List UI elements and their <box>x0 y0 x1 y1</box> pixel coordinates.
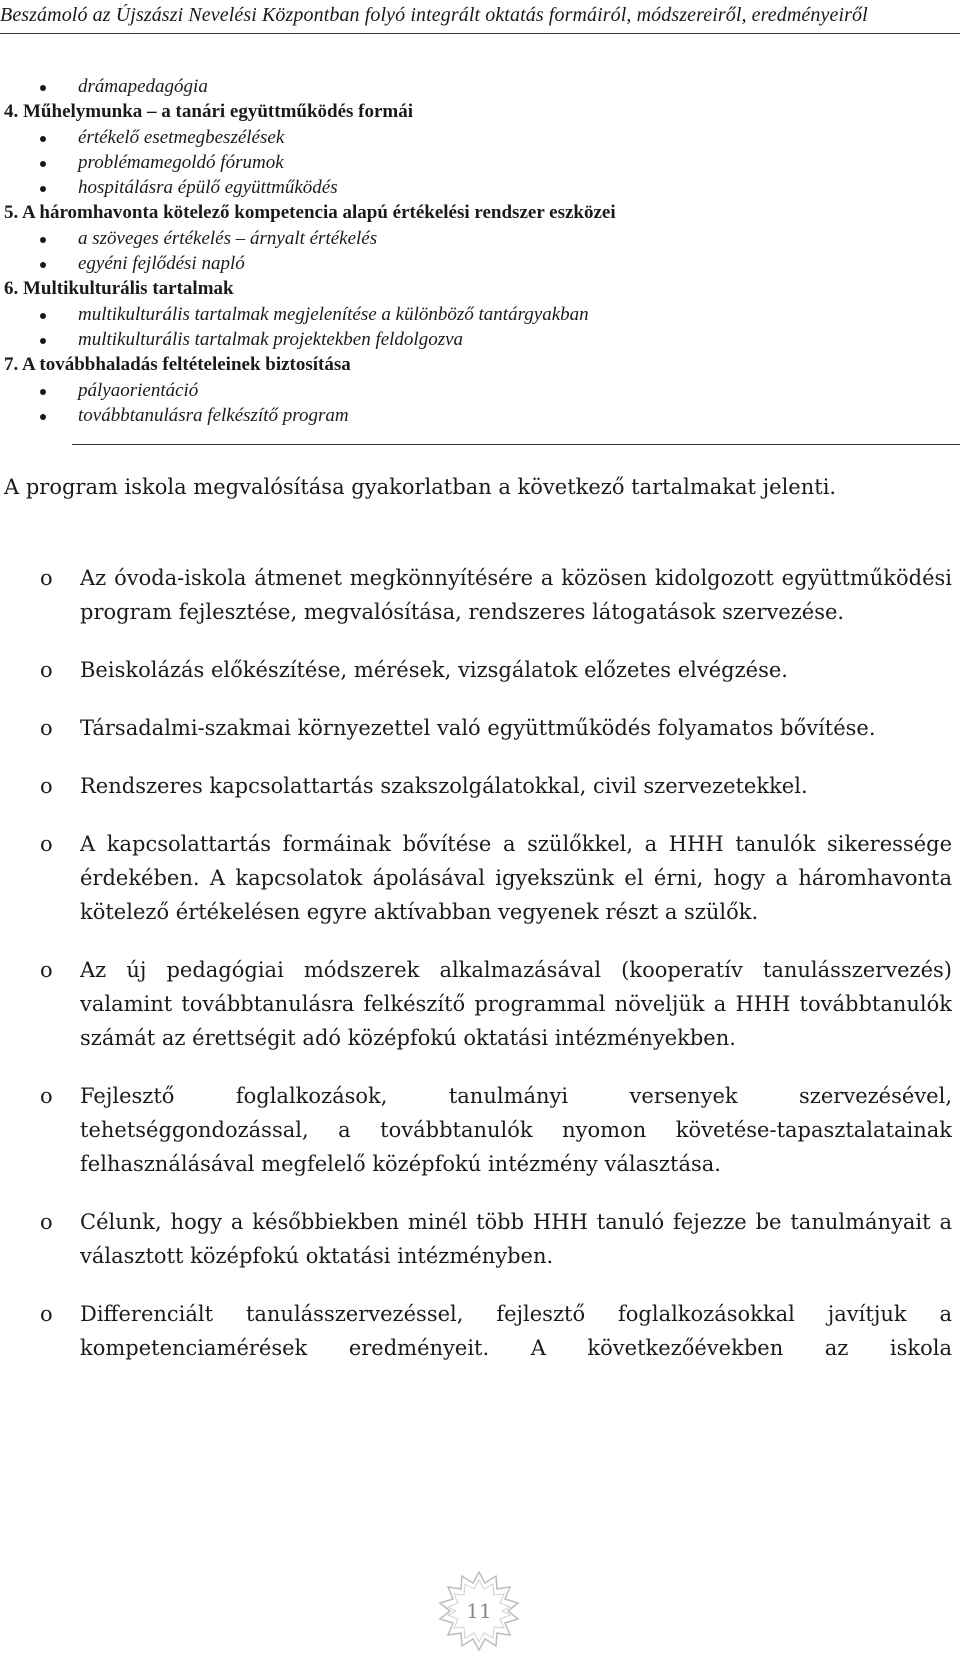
running-header: Beszámoló az Újszászi Nevelési Központban folyó integrált oktatás formáiról, módszereiről, eredményeiről <box>0 4 868 26</box>
outline-bullet: értékelő esetmegbeszélések <box>0 125 960 150</box>
list-item-text: Rendszeres kapcsolattartás szakszolgálatokkal, civil szervezetekkel. <box>80 774 808 798</box>
outline-heading: 7. A továbbhaladás feltételeinek biztosítása <box>4 354 351 375</box>
list-item-text: Fejlesztő foglalkozások, tanulmányi versenyek szervezésével, tehetséggondozással, a továbbtanulók nyomon követése-tapasztalatainak felhasználásával megfelelő középfokú intézmény választása. <box>80 1084 952 1176</box>
list-marker: o <box>40 832 53 856</box>
list-item-text: Differenciált tanulásszervezéssel, fejlesztő foglalkozásokkal javítjuk a kompetenciamérések eredményeit. A következőévekben az iskola <box>80 1302 952 1360</box>
list-item <box>0 1205 960 1273</box>
intro-paragraph: A program iskola megvalósítása gyakorlatban a következő tartalmakat jelenti. <box>4 475 837 499</box>
outline-bullet: továbbtanulásra felkészítő program <box>0 403 960 428</box>
list-marker: o <box>40 1302 53 1326</box>
outline-bullet: problémamegoldó fórumok <box>0 150 960 175</box>
list-item-text: A kapcsolattartás formáinak bővítése a szülőkkel, a HHH tanulók sikeressége érdekében. A kapcsolatok ápolásával igyekszünk el érni, hogy a háromhavonta kötelező értékelésen egyre aktívabban vegyenek részt a szülők. <box>80 832 952 924</box>
outline-bullet: drámapedagógia <box>0 74 960 99</box>
outline-bullet: pályaorientáció <box>0 378 960 403</box>
list-item <box>0 653 960 687</box>
list-marker: o <box>40 1084 53 1108</box>
list-item-text: Az új pedagógiai módszerek alkalmazásával (kooperatív tanulásszervezés) valamint továbbtanulásra felkészítő programmal növeljük a HHH továbbtanulók számát az érettségit adó középfokú oktatási intézményekben. <box>80 958 952 1050</box>
list-item-text: Az óvoda-iskola átmenet megkönnyítésére a közösen kidolgozott együttműködési program fejlesztése, megvalósítása, rendszeres látogatások szervezése. <box>80 566 952 624</box>
list-marker: o <box>40 716 53 740</box>
list-item <box>0 953 960 1055</box>
program-outline <box>0 74 960 428</box>
list-marker: o <box>40 1210 53 1234</box>
list-item <box>0 1297 960 1365</box>
outline-bullet: multikulturális tartalmak megjelenítése a különböző tantárgyakban <box>0 302 960 327</box>
outline-heading: 4. Műhelymunka – a tanári együttműködés formái <box>4 101 414 122</box>
page-number-badge <box>434 1566 524 1656</box>
outline-bullet: a szöveges értékelés – árnyalt értékelés <box>0 226 960 251</box>
content-list <box>0 561 960 1389</box>
list-item-text: Beiskolázás előkészítése, mérések, vizsgálatok előzetes elvégzése. <box>80 658 788 682</box>
outline-bullet: hospitálásra épülő együttműködés <box>0 175 960 200</box>
list-item <box>0 1079 960 1181</box>
outline-heading: 6. Multikulturális tartalmak <box>4 278 234 299</box>
list-marker: o <box>40 658 53 682</box>
list-item-text: Célunk, hogy a későbbiekben minél több HHH tanuló fejezze be tanulmányait a választott középfokú oktatási intézményben. <box>80 1210 952 1268</box>
outline-box-bottom-rule <box>72 444 960 445</box>
outline-bullet: multikulturális tartalmak projektekben feldolgozva <box>0 327 960 352</box>
header-rule <box>0 33 960 34</box>
list-item <box>0 769 960 803</box>
list-item <box>0 827 960 929</box>
list-item <box>0 561 960 629</box>
list-item <box>0 711 960 745</box>
outline-bullet: egyéni fejlődési napló <box>0 251 960 276</box>
outline-heading: 5. A háromhavonta kötelező kompetencia alapú értékelési rendszer eszközei <box>4 202 616 223</box>
list-marker: o <box>40 774 53 798</box>
list-marker: o <box>40 958 53 982</box>
list-item-text: Társadalmi-szakmai környezettel való együttműködés folyamatos bővítése. <box>80 716 876 740</box>
list-marker: o <box>40 566 53 590</box>
page-number: 11 <box>466 1599 492 1623</box>
